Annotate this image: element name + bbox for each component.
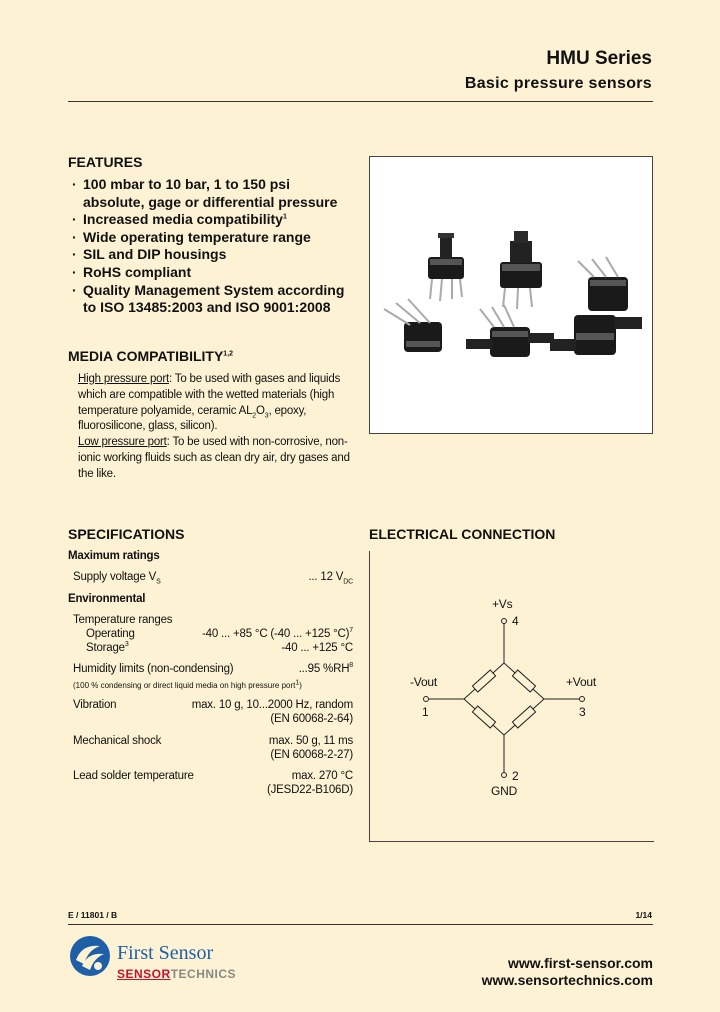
feature-item: · Wide operating temperature range: [72, 228, 311, 245]
brand-sensortechnics: SENSORTECHNICS: [117, 967, 237, 981]
feature-item: · Quality Management System according: [72, 281, 345, 298]
pin-1-terminal: [424, 697, 429, 702]
page-subtitle: Basic pressure sensors: [464, 75, 652, 92]
humidity-note: (100 % condensing or direct liquid media on high pressure port$^1$): [73, 679, 302, 690]
solder-standard: (JESD22-B106D): [266, 784, 353, 796]
humidity-label: Humidity limits (non-condensing): [73, 663, 234, 675]
feature-item: to ISO 13485:2003 and ISO 9001:2008: [83, 299, 331, 316]
feature-item: absolute, gage or differential pressure: [83, 193, 338, 210]
pin-2-terminal: [502, 773, 507, 778]
operating-value: -40 ... +85 °C (-40 ... +125 °C)$^7$: [202, 627, 353, 640]
shock-standard: (EN 60068-2-27): [270, 749, 353, 761]
brand-name: First Sensor: [117, 942, 214, 964]
sensor-image: [578, 257, 628, 311]
sensor-image: [466, 305, 554, 357]
features-list: [72, 176, 344, 317]
gnd-label: GND: [491, 784, 518, 798]
website-link-sensortechnics[interactable]: www.sensortechnics.com: [481, 972, 653, 988]
pin-4-terminal: [502, 619, 507, 624]
vout-negative-label: -Vout: [410, 675, 438, 689]
low-pressure-port-label: Low pressure port: [78, 436, 167, 449]
pin-3-terminal: [580, 697, 585, 702]
page-number: 1/14: [635, 910, 652, 920]
feature-item: · RoHS compliant: [72, 263, 192, 280]
max-ratings-label: Maximum ratings: [68, 550, 160, 562]
feature-item: · SIL and DIP housings: [72, 246, 227, 263]
solder-value: max. 270 °C: [291, 770, 353, 782]
vout-positive-label: +Vout: [566, 675, 597, 689]
environmental-label: Environmental: [68, 593, 146, 605]
footer-divider: [68, 924, 653, 925]
feature-item: · 100 mbar to 10 bar, 1 to 150 psi: [72, 176, 290, 192]
sensor-image: [384, 299, 442, 352]
pin-4-label: 4: [512, 614, 519, 628]
storage-value: -40 ... +125 °C: [281, 642, 353, 654]
supply-voltage-label: Supply voltage $V_S$: [73, 571, 161, 586]
feature-item: · Increased media compatibility$^1$: [72, 211, 287, 228]
supply-voltage-value: ... 12 $V_{DC}$: [308, 571, 353, 586]
electrical-diagram: [369, 551, 654, 842]
sensor-image: [500, 231, 542, 309]
website-link-first-sensor[interactable]: www.first-sensor.com: [508, 955, 653, 971]
operating-label: Operating: [86, 628, 135, 640]
shock-value: max. 50 g, 11 ms: [268, 735, 353, 747]
media-heading: MEDIA COMPATIBILITY$^{1,2}$: [68, 348, 234, 364]
header-divider: [68, 101, 653, 102]
temperature-ranges-label: Temperature ranges: [73, 614, 173, 626]
specifications-heading: SPECIFICATIONS: [68, 526, 185, 542]
pin-3-label: 3: [579, 705, 586, 719]
sensor-image: [550, 315, 642, 355]
media-text: High pressure port: To be used with gases and liquids which are compatible with the wetted materials (high temperature polyamide, ceramic $AL_2O_3$, epoxy, fluorosilicone, glass, silicon). Low pressure port: To be used with non-corrosive, non-ionic working fluids such as clean dry air, dry gases and the like.: [78, 373, 350, 480]
vibration-value: max. 10 g, 10...2000 Hz, random: [191, 699, 353, 711]
vs-label: +Vs: [492, 597, 513, 611]
high-pressure-port-label: High pressure port: [78, 373, 169, 385]
document-code: E / 11801 / B: [68, 910, 118, 920]
first-sensor-logo-icon: [68, 934, 112, 978]
humidity-value: ...95 $\%RH^8$: [298, 662, 353, 675]
product-photo: [369, 156, 653, 434]
page-title: HMU Series: [546, 48, 652, 69]
vibration-label: Vibration: [73, 699, 117, 711]
pin-1-label: 1: [422, 705, 429, 719]
electrical-heading: ELECTRICAL CONNECTION: [369, 526, 556, 542]
features-heading: FEATURES: [68, 154, 143, 170]
storage-label: Storage$^3$: [86, 641, 129, 654]
sensor-image: [428, 233, 464, 301]
pin-2-label: 2: [512, 769, 519, 783]
solder-label: Lead solder temperature: [73, 770, 194, 782]
vibration-standard: (EN 60068-2-64): [270, 713, 353, 725]
shock-label: Mechanical shock: [73, 735, 162, 747]
